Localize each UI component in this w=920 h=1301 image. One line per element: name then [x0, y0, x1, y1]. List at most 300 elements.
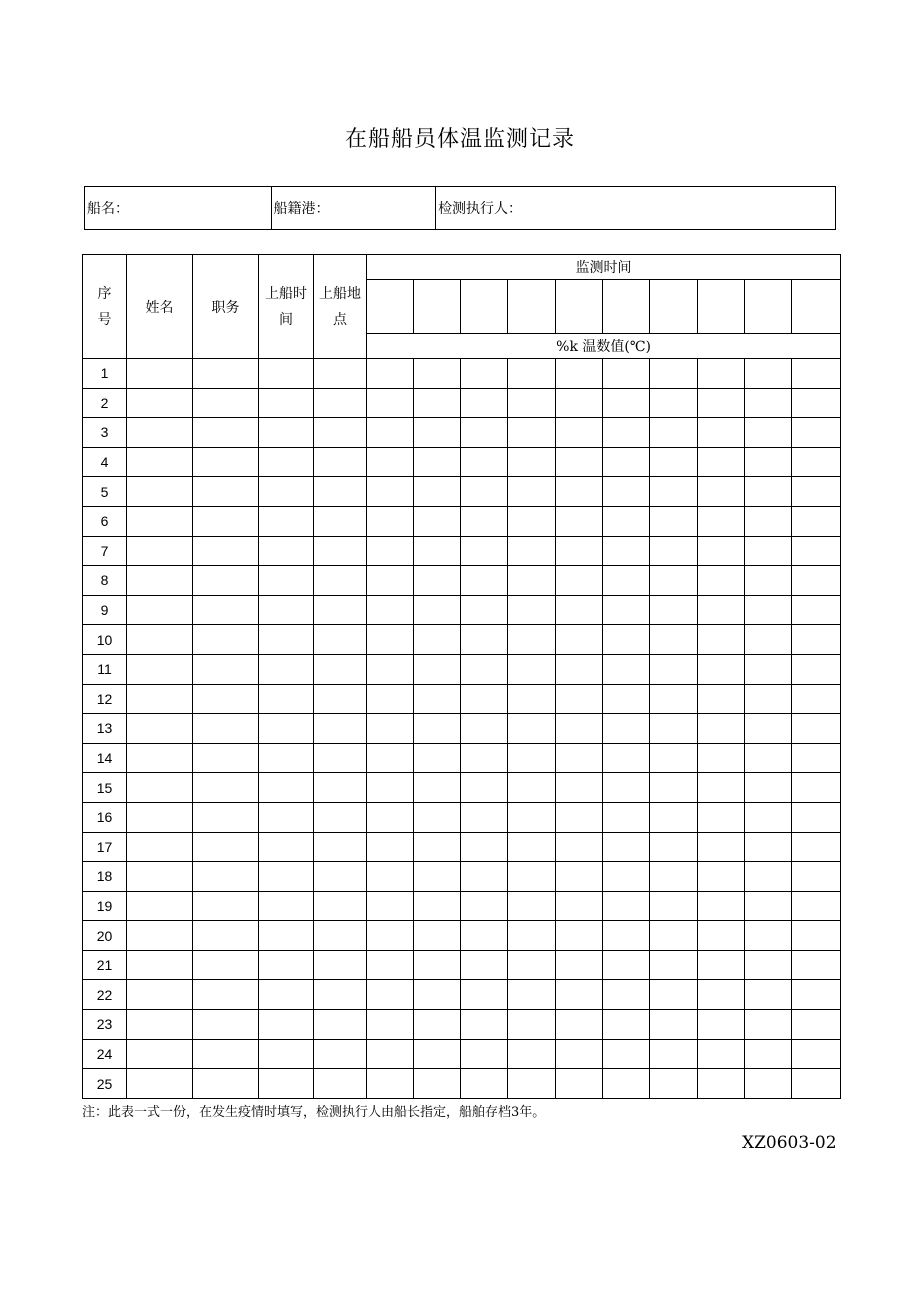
temperature-cell[interactable]: [508, 447, 556, 477]
temperature-cell[interactable]: [367, 595, 414, 625]
temperature-cell[interactable]: [792, 477, 841, 507]
temperature-cell[interactable]: [556, 862, 603, 892]
board-place-cell[interactable]: [314, 418, 367, 448]
name-cell[interactable]: [127, 595, 193, 625]
temperature-cell[interactable]: [792, 1069, 841, 1099]
temperature-cell[interactable]: [556, 418, 603, 448]
temperature-cell[interactable]: [745, 1010, 792, 1040]
temperature-cell[interactable]: [698, 891, 745, 921]
temperature-cell[interactable]: [745, 625, 792, 655]
temperature-cell[interactable]: [556, 921, 603, 951]
temperature-cell[interactable]: [508, 477, 556, 507]
temperature-cell[interactable]: [414, 743, 461, 773]
temperature-cell[interactable]: [745, 1039, 792, 1069]
temperature-cell[interactable]: [603, 773, 650, 803]
temperature-cell[interactable]: [556, 447, 603, 477]
temperature-cell[interactable]: [698, 773, 745, 803]
temperature-cell[interactable]: [556, 1010, 603, 1040]
position-cell[interactable]: [193, 832, 259, 862]
temperature-cell[interactable]: [367, 1010, 414, 1040]
temperature-cell[interactable]: [650, 447, 698, 477]
board-place-cell[interactable]: [314, 625, 367, 655]
temperature-cell[interactable]: [745, 743, 792, 773]
temperature-cell[interactable]: [698, 832, 745, 862]
temperature-cell[interactable]: [556, 536, 603, 566]
ship-name-field[interactable]: [85, 187, 272, 229]
position-cell[interactable]: [193, 743, 259, 773]
temperature-cell[interactable]: [461, 388, 508, 418]
position-cell[interactable]: [193, 1039, 259, 1069]
temperature-cell[interactable]: [461, 950, 508, 980]
temperature-cell[interactable]: [745, 536, 792, 566]
board-place-cell[interactable]: [314, 1010, 367, 1040]
name-cell[interactable]: [127, 773, 193, 803]
temperature-cell[interactable]: [792, 418, 841, 448]
board-time-cell[interactable]: [259, 447, 314, 477]
temperature-cell[interactable]: [414, 891, 461, 921]
temperature-cell[interactable]: [508, 862, 556, 892]
temperature-cell[interactable]: [603, 921, 650, 951]
position-cell[interactable]: [193, 566, 259, 596]
temperature-cell[interactable]: [367, 891, 414, 921]
temperature-cell[interactable]: [461, 1010, 508, 1040]
temperature-cell[interactable]: [414, 625, 461, 655]
position-cell[interactable]: [193, 950, 259, 980]
position-cell[interactable]: [193, 862, 259, 892]
temperature-cell[interactable]: [414, 447, 461, 477]
temperature-cell[interactable]: [367, 862, 414, 892]
temperature-cell[interactable]: [414, 566, 461, 596]
temperature-cell[interactable]: [367, 447, 414, 477]
temperature-cell[interactable]: [603, 684, 650, 714]
temperature-cell[interactable]: [367, 832, 414, 862]
temperature-cell[interactable]: [414, 950, 461, 980]
board-place-cell[interactable]: [314, 980, 367, 1010]
board-place-cell[interactable]: [314, 447, 367, 477]
temperature-cell[interactable]: [792, 625, 841, 655]
name-cell[interactable]: [127, 536, 193, 566]
board-place-cell[interactable]: [314, 654, 367, 684]
name-cell[interactable]: [127, 359, 193, 389]
temperature-cell[interactable]: [603, 980, 650, 1010]
temperature-cell[interactable]: [367, 921, 414, 951]
temperature-cell[interactable]: [792, 862, 841, 892]
name-cell[interactable]: [127, 625, 193, 655]
temperature-cell[interactable]: [698, 388, 745, 418]
board-time-cell[interactable]: [259, 566, 314, 596]
position-cell[interactable]: [193, 773, 259, 803]
position-cell[interactable]: [193, 1069, 259, 1099]
board-time-cell[interactable]: [259, 359, 314, 389]
temperature-cell[interactable]: [367, 1069, 414, 1099]
board-time-cell[interactable]: [259, 595, 314, 625]
board-time-cell[interactable]: [259, 921, 314, 951]
temperature-cell[interactable]: [508, 1069, 556, 1099]
temperature-cell[interactable]: [367, 536, 414, 566]
temperature-cell[interactable]: [650, 477, 698, 507]
temperature-cell[interactable]: [461, 1039, 508, 1069]
temperature-cell[interactable]: [745, 773, 792, 803]
name-cell[interactable]: [127, 921, 193, 951]
temperature-cell[interactable]: [508, 388, 556, 418]
board-place-cell[interactable]: [314, 714, 367, 744]
board-time-cell[interactable]: [259, 654, 314, 684]
temperature-cell[interactable]: [414, 506, 461, 536]
temperature-cell[interactable]: [556, 477, 603, 507]
temperature-cell[interactable]: [650, 743, 698, 773]
temperature-cell[interactable]: [698, 1039, 745, 1069]
temperature-cell[interactable]: [650, 359, 698, 389]
temperature-cell[interactable]: [508, 980, 556, 1010]
temperature-cell[interactable]: [603, 654, 650, 684]
temperature-cell[interactable]: [556, 625, 603, 655]
temperature-cell[interactable]: [367, 654, 414, 684]
temperature-cell[interactable]: [698, 595, 745, 625]
temperature-cell[interactable]: [698, 359, 745, 389]
temperature-cell[interactable]: [650, 802, 698, 832]
temperature-cell[interactable]: [603, 1039, 650, 1069]
temperature-cell[interactable]: [792, 359, 841, 389]
temperature-cell[interactable]: [556, 595, 603, 625]
temperature-cell[interactable]: [650, 595, 698, 625]
temperature-cell[interactable]: [556, 743, 603, 773]
position-cell[interactable]: [193, 506, 259, 536]
board-place-cell[interactable]: [314, 506, 367, 536]
board-time-cell[interactable]: [259, 625, 314, 655]
position-cell[interactable]: [193, 1010, 259, 1040]
temperature-cell[interactable]: [792, 743, 841, 773]
temperature-cell[interactable]: [461, 654, 508, 684]
board-place-cell[interactable]: [314, 1069, 367, 1099]
temperature-cell[interactable]: [603, 359, 650, 389]
temperature-cell[interactable]: [556, 1069, 603, 1099]
temperature-cell[interactable]: [414, 359, 461, 389]
board-time-cell[interactable]: [259, 388, 314, 418]
position-cell[interactable]: [193, 536, 259, 566]
name-cell[interactable]: [127, 566, 193, 596]
temperature-cell[interactable]: [414, 388, 461, 418]
temperature-cell[interactable]: [556, 1039, 603, 1069]
temperature-cell[interactable]: [792, 506, 841, 536]
monitor-time-cell[interactable]: [414, 280, 461, 334]
temperature-cell[interactable]: [508, 654, 556, 684]
port-of-registry-field[interactable]: [272, 187, 437, 229]
temperature-cell[interactable]: [508, 506, 556, 536]
temperature-cell[interactable]: [367, 566, 414, 596]
temperature-cell[interactable]: [792, 388, 841, 418]
temperature-cell[interactable]: [556, 832, 603, 862]
temperature-cell[interactable]: [745, 684, 792, 714]
monitor-time-cell[interactable]: [603, 280, 650, 334]
temperature-cell[interactable]: [698, 625, 745, 655]
position-cell[interactable]: [193, 980, 259, 1010]
position-cell[interactable]: [193, 714, 259, 744]
name-cell[interactable]: [127, 1039, 193, 1069]
temperature-cell[interactable]: [745, 832, 792, 862]
temperature-cell[interactable]: [414, 802, 461, 832]
position-cell[interactable]: [193, 388, 259, 418]
monitor-time-cell[interactable]: [792, 280, 841, 334]
temperature-cell[interactable]: [650, 714, 698, 744]
temperature-cell[interactable]: [603, 743, 650, 773]
temperature-cell[interactable]: [367, 714, 414, 744]
temperature-cell[interactable]: [603, 950, 650, 980]
temperature-cell[interactable]: [367, 359, 414, 389]
temperature-cell[interactable]: [603, 477, 650, 507]
temperature-cell[interactable]: [650, 654, 698, 684]
temperature-cell[interactable]: [414, 654, 461, 684]
temperature-cell[interactable]: [556, 684, 603, 714]
temperature-cell[interactable]: [603, 862, 650, 892]
temperature-cell[interactable]: [367, 625, 414, 655]
temperature-cell[interactable]: [745, 447, 792, 477]
temperature-cell[interactable]: [461, 743, 508, 773]
temperature-cell[interactable]: [603, 625, 650, 655]
temperature-cell[interactable]: [650, 506, 698, 536]
temperature-cell[interactable]: [367, 418, 414, 448]
temperature-cell[interactable]: [698, 506, 745, 536]
monitor-time-cell[interactable]: [556, 280, 603, 334]
temperature-cell[interactable]: [650, 891, 698, 921]
board-place-cell[interactable]: [314, 921, 367, 951]
temperature-cell[interactable]: [745, 802, 792, 832]
temperature-cell[interactable]: [745, 950, 792, 980]
temperature-cell[interactable]: [414, 536, 461, 566]
temperature-cell[interactable]: [745, 477, 792, 507]
temperature-cell[interactable]: [414, 773, 461, 803]
temperature-cell[interactable]: [461, 773, 508, 803]
name-cell[interactable]: [127, 891, 193, 921]
board-time-cell[interactable]: [259, 536, 314, 566]
position-cell[interactable]: [193, 684, 259, 714]
temperature-cell[interactable]: [745, 595, 792, 625]
board-place-cell[interactable]: [314, 773, 367, 803]
position-cell[interactable]: [193, 447, 259, 477]
temperature-cell[interactable]: [461, 536, 508, 566]
temperature-cell[interactable]: [508, 1039, 556, 1069]
temperature-cell[interactable]: [508, 921, 556, 951]
temperature-cell[interactable]: [414, 714, 461, 744]
temperature-cell[interactable]: [367, 743, 414, 773]
name-cell[interactable]: [127, 802, 193, 832]
temperature-cell[interactable]: [603, 566, 650, 596]
position-cell[interactable]: [193, 654, 259, 684]
temperature-cell[interactable]: [792, 802, 841, 832]
temperature-cell[interactable]: [745, 921, 792, 951]
board-time-cell[interactable]: [259, 1010, 314, 1040]
temperature-cell[interactable]: [792, 773, 841, 803]
board-place-cell[interactable]: [314, 359, 367, 389]
board-time-cell[interactable]: [259, 950, 314, 980]
temperature-cell[interactable]: [461, 802, 508, 832]
temperature-cell[interactable]: [556, 802, 603, 832]
temperature-cell[interactable]: [461, 595, 508, 625]
position-cell[interactable]: [193, 595, 259, 625]
board-time-cell[interactable]: [259, 418, 314, 448]
monitor-time-cell[interactable]: [461, 280, 508, 334]
temperature-cell[interactable]: [508, 950, 556, 980]
temperature-cell[interactable]: [603, 832, 650, 862]
temperature-cell[interactable]: [414, 477, 461, 507]
board-time-cell[interactable]: [259, 477, 314, 507]
temperature-cell[interactable]: [461, 359, 508, 389]
board-time-cell[interactable]: [259, 773, 314, 803]
name-cell[interactable]: [127, 1069, 193, 1099]
temperature-cell[interactable]: [650, 566, 698, 596]
position-cell[interactable]: [193, 418, 259, 448]
temperature-cell[interactable]: [367, 388, 414, 418]
board-time-cell[interactable]: [259, 891, 314, 921]
temperature-cell[interactable]: [367, 1039, 414, 1069]
temperature-cell[interactable]: [556, 566, 603, 596]
board-time-cell[interactable]: [259, 802, 314, 832]
temperature-cell[interactable]: [556, 980, 603, 1010]
board-place-cell[interactable]: [314, 388, 367, 418]
monitor-time-cell[interactable]: [650, 280, 698, 334]
board-place-cell[interactable]: [314, 566, 367, 596]
position-cell[interactable]: [193, 625, 259, 655]
temperature-cell[interactable]: [367, 477, 414, 507]
temperature-cell[interactable]: [603, 447, 650, 477]
position-cell[interactable]: [193, 921, 259, 951]
temperature-cell[interactable]: [508, 625, 556, 655]
temperature-cell[interactable]: [650, 980, 698, 1010]
temperature-cell[interactable]: [745, 388, 792, 418]
temperature-cell[interactable]: [603, 1069, 650, 1099]
board-place-cell[interactable]: [314, 595, 367, 625]
temperature-cell[interactable]: [508, 536, 556, 566]
temperature-cell[interactable]: [508, 595, 556, 625]
temperature-cell[interactable]: [650, 1039, 698, 1069]
temperature-cell[interactable]: [650, 536, 698, 566]
temperature-cell[interactable]: [603, 595, 650, 625]
temperature-cell[interactable]: [698, 950, 745, 980]
temperature-cell[interactable]: [650, 862, 698, 892]
temperature-cell[interactable]: [603, 388, 650, 418]
temperature-cell[interactable]: [603, 891, 650, 921]
temperature-cell[interactable]: [461, 714, 508, 744]
name-cell[interactable]: [127, 862, 193, 892]
temperature-cell[interactable]: [698, 418, 745, 448]
temperature-cell[interactable]: [698, 477, 745, 507]
monitor-time-cell[interactable]: [508, 280, 556, 334]
temperature-cell[interactable]: [792, 980, 841, 1010]
temperature-cell[interactable]: [414, 1069, 461, 1099]
temperature-cell[interactable]: [461, 921, 508, 951]
name-cell[interactable]: [127, 447, 193, 477]
monitor-time-cell[interactable]: [745, 280, 792, 334]
temperature-cell[interactable]: [650, 950, 698, 980]
temperature-cell[interactable]: [461, 418, 508, 448]
temperature-cell[interactable]: [367, 506, 414, 536]
temperature-cell[interactable]: [414, 595, 461, 625]
board-place-cell[interactable]: [314, 862, 367, 892]
temperature-cell[interactable]: [508, 1010, 556, 1040]
temperature-cell[interactable]: [650, 1069, 698, 1099]
temperature-cell[interactable]: [698, 447, 745, 477]
name-cell[interactable]: [127, 477, 193, 507]
temperature-cell[interactable]: [461, 891, 508, 921]
temperature-cell[interactable]: [508, 359, 556, 389]
temperature-cell[interactable]: [745, 506, 792, 536]
name-cell[interactable]: [127, 506, 193, 536]
temperature-cell[interactable]: [556, 891, 603, 921]
temperature-cell[interactable]: [508, 891, 556, 921]
board-place-cell[interactable]: [314, 891, 367, 921]
position-cell[interactable]: [193, 891, 259, 921]
temperature-cell[interactable]: [461, 980, 508, 1010]
board-place-cell[interactable]: [314, 743, 367, 773]
temperature-cell[interactable]: [698, 980, 745, 1010]
board-place-cell[interactable]: [314, 1039, 367, 1069]
temperature-cell[interactable]: [508, 773, 556, 803]
temperature-cell[interactable]: [367, 684, 414, 714]
temperature-cell[interactable]: [698, 921, 745, 951]
board-place-cell[interactable]: [314, 684, 367, 714]
temperature-cell[interactable]: [461, 447, 508, 477]
temperature-cell[interactable]: [792, 950, 841, 980]
temperature-cell[interactable]: [603, 1010, 650, 1040]
temperature-cell[interactable]: [367, 802, 414, 832]
position-cell[interactable]: [193, 477, 259, 507]
temperature-cell[interactable]: [414, 1039, 461, 1069]
temperature-cell[interactable]: [414, 862, 461, 892]
temperature-cell[interactable]: [603, 802, 650, 832]
temperature-cell[interactable]: [367, 773, 414, 803]
temperature-cell[interactable]: [414, 1010, 461, 1040]
temperature-cell[interactable]: [461, 1069, 508, 1099]
temperature-cell[interactable]: [745, 1069, 792, 1099]
temperature-cell[interactable]: [508, 802, 556, 832]
name-cell[interactable]: [127, 743, 193, 773]
name-cell[interactable]: [127, 418, 193, 448]
board-time-cell[interactable]: [259, 862, 314, 892]
temperature-cell[interactable]: [792, 921, 841, 951]
temperature-cell[interactable]: [414, 832, 461, 862]
temperature-cell[interactable]: [745, 980, 792, 1010]
temperature-cell[interactable]: [461, 506, 508, 536]
monitor-time-cell[interactable]: [698, 280, 745, 334]
temperature-cell[interactable]: [461, 477, 508, 507]
board-time-cell[interactable]: [259, 1039, 314, 1069]
board-time-cell[interactable]: [259, 832, 314, 862]
temperature-cell[interactable]: [650, 625, 698, 655]
temperature-cell[interactable]: [745, 654, 792, 684]
temperature-cell[interactable]: [650, 1010, 698, 1040]
temperature-cell[interactable]: [508, 418, 556, 448]
temperature-cell[interactable]: [603, 418, 650, 448]
temperature-cell[interactable]: [603, 714, 650, 744]
temperature-cell[interactable]: [650, 832, 698, 862]
temperature-cell[interactable]: [792, 714, 841, 744]
name-cell[interactable]: [127, 684, 193, 714]
temperature-cell[interactable]: [556, 388, 603, 418]
temperature-cell[interactable]: [367, 950, 414, 980]
temperature-cell[interactable]: [508, 714, 556, 744]
temperature-cell[interactable]: [792, 595, 841, 625]
temperature-cell[interactable]: [414, 418, 461, 448]
temperature-cell[interactable]: [792, 447, 841, 477]
temperature-cell[interactable]: [792, 1010, 841, 1040]
temperature-cell[interactable]: [650, 388, 698, 418]
name-cell[interactable]: [127, 388, 193, 418]
temperature-cell[interactable]: [556, 654, 603, 684]
temperature-cell[interactable]: [556, 506, 603, 536]
temperature-cell[interactable]: [556, 714, 603, 744]
temperature-cell[interactable]: [792, 536, 841, 566]
temperature-cell[interactable]: [792, 891, 841, 921]
board-time-cell[interactable]: [259, 684, 314, 714]
